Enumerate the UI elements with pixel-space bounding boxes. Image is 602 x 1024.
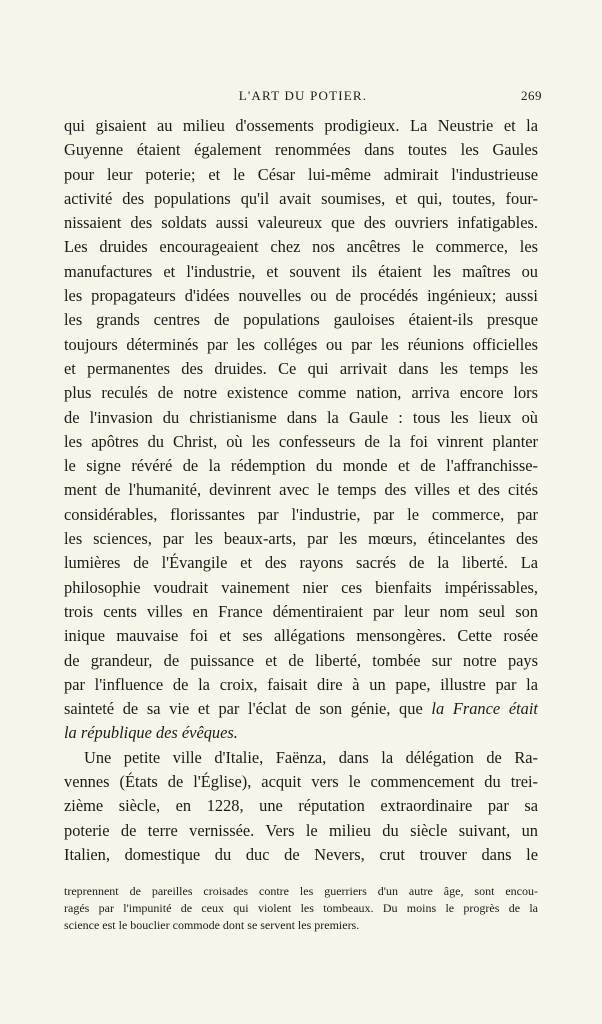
text-line: poterie de terre vernissée. Vers le milieu du siècle suivant, un: [64, 820, 538, 840]
text-line: Guyenne étaient également renommées dans toutes les Gaules: [64, 140, 538, 160]
text-line: toujours déterminés par les colléges ou par les réunions officielles: [64, 334, 538, 354]
main-text: [64, 114, 538, 867]
text-line: nissaient des soldats aussi valeureux que des ouvriers infatigables.: [64, 213, 538, 233]
paragraph-start-line: Une petite ville d'Italie, Faënza, dans la délégation de Ra-: [84, 747, 538, 767]
text-line: lumières de l'Évangile et des rayons sacrés de la liberté. La: [64, 553, 538, 573]
text-line: ment de l'humanité, devinrent avec le temps des villes et des cités: [64, 480, 538, 500]
text-line: les propagateurs d'idées nouvelles ou de procédés ingénieux; aussi: [64, 286, 538, 306]
footnote-line: treprennent de pareilles croisades contre les guerriers d'un autre âge, sont encou-: [64, 884, 538, 898]
running-head: [64, 88, 542, 104]
text-line: zième siècle, en 1228, une réputation extraordinaire par sa: [64, 796, 538, 816]
text-line: de l'invasion du christianisme dans la Gaule : tous les lieux où: [64, 407, 538, 427]
text-line: plus reculés de notre existence comme nation, arriva encore lors: [64, 383, 538, 403]
text-line: vennes (États de l'Église), acquit vers le commencement du trei-: [64, 772, 538, 792]
text-line: Les druides encourageaient chez nos ancêtres le commerce, les: [64, 237, 538, 257]
text-line-main: sainteté de sa vie et par l'éclat de son génie, que: [64, 699, 432, 719]
text-line: le signe révéré de la rédemption du monde et de l'affranchisse-: [64, 456, 538, 476]
text-line: Italien, domestique du duc de Nevers, crut trouver dans le: [64, 844, 538, 864]
text-line: considérables, florissantes par l'industrie, par le commerce, par: [64, 504, 538, 524]
text-line: les grands centres de populations gauloises étaient-ils presque: [64, 310, 538, 330]
page-number: 269: [521, 88, 542, 103]
italic-quote: la France était: [431, 699, 538, 719]
text-line: pour leur poterie; et le César lui-même admirait l'industrieuse: [64, 164, 538, 184]
footnote-line: science est le bouclier commode dont se servent les premiers.: [64, 918, 360, 932]
text-line: manufactures et l'industrie, et souvent ils étaient les maîtres ou: [64, 261, 538, 281]
text-line: trois cents villes en France démentiraient par leur nom seul son: [64, 601, 538, 621]
text-line: les apôtres du Christ, où les confesseurs de la foi vinrent planter: [64, 431, 538, 451]
text-line: les sciences, par les beaux-arts, par les mœurs, étincelantes des: [64, 529, 538, 549]
footnote-line: ragés par l'impunité de ceux qui violent les tombeaux. Du moins le progrès de la: [64, 901, 538, 915]
text-line: philosophie voudrait vainement nier ces bienfaits impérissables,: [64, 577, 538, 597]
text-line: activité des populations qu'il avait soumises, et qui, toutes, four-: [64, 188, 538, 208]
text-line: et permanentes des druides. Ce qui arrivait dans les temps les: [64, 358, 538, 378]
text-line: [64, 697, 538, 721]
text-line: inique mauvaise foi et ses allégations mensongères. Cette rosée: [64, 626, 538, 646]
footnote: [64, 883, 538, 934]
italic-quote-end: la république des évêques.: [64, 723, 238, 743]
text-line: par l'influence de la croix, faisait dire à un pape, illustre par la: [64, 674, 538, 694]
text-line: de grandeur, de puissance et de liberté, tombée sur notre pays: [64, 650, 538, 670]
text-line: qui gisaient au milieu d'ossements prodigieux. La Neustrie et la: [64, 116, 538, 135]
running-title: L'ART DU POTIER.: [238, 88, 368, 103]
